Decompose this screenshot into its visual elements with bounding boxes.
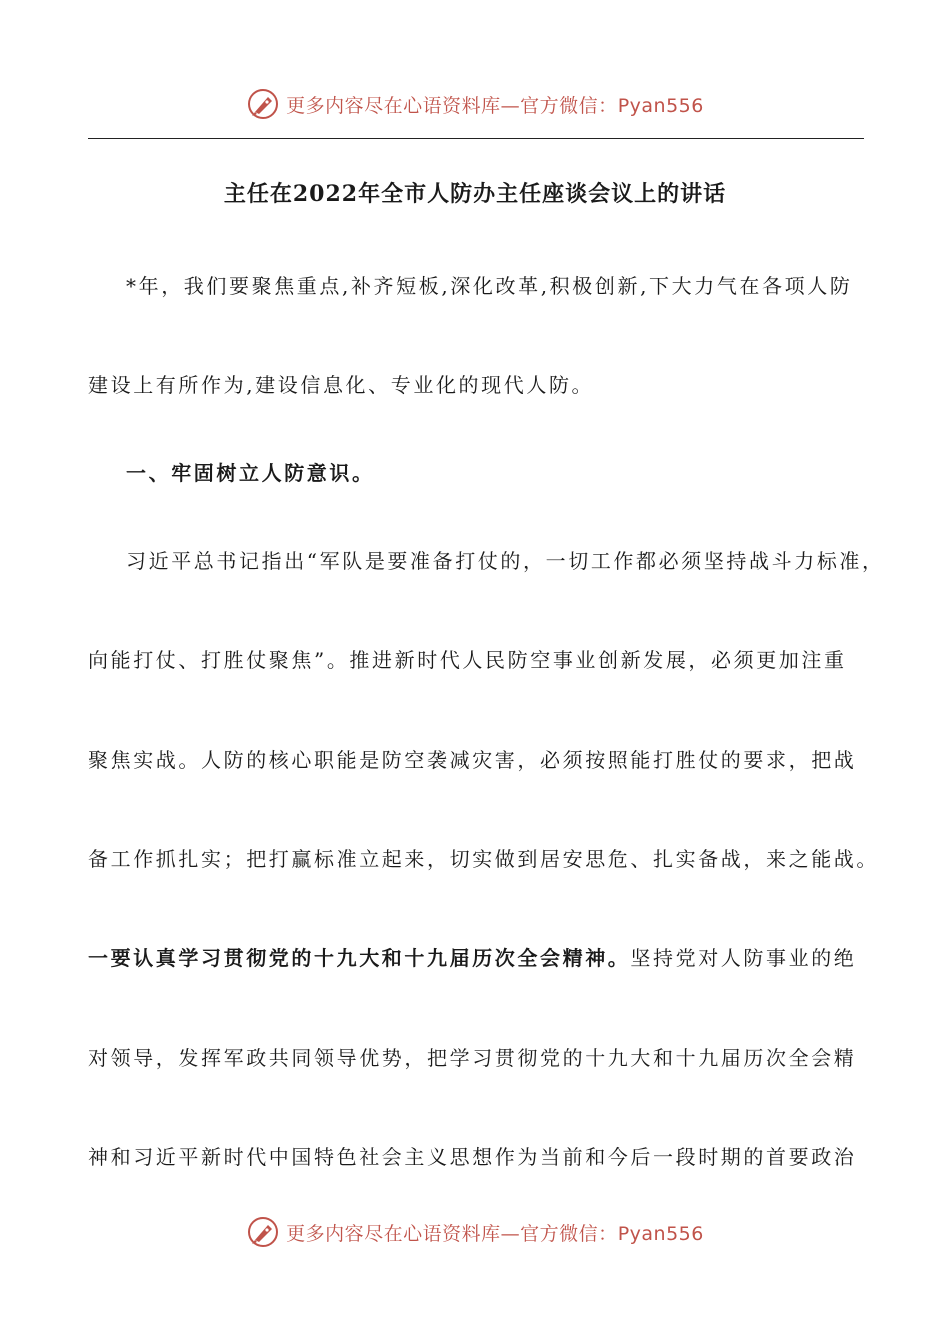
watermark-text: 更多内容尽在心语资料库—官方微信：Pyan556 — [286, 94, 704, 117]
header-divider — [88, 138, 864, 139]
watermark-text: 更多内容尽在心语资料库—官方微信：Pyan556 — [286, 1222, 704, 1245]
paragraph-line-rest: 坚持党对人防事业的绝 — [630, 946, 857, 970]
paragraph-line: 习近平总书记指出“军队是要准备打仗的，一切工作都必须坚持战斗力标准， — [126, 549, 885, 573]
paragraph-line: 对领导，发挥军政共同领导优势，把学习贯彻党的十九大和十九届历次全会精 — [88, 1046, 857, 1070]
paragraph-line: 聚焦实战。人防的核心职能是防空袭减灾害，必须按照能打胜仗的要求，把战 — [88, 748, 857, 772]
paragraph-line: 神和习近平新时代中国特色社会主义思想作为当前和今后一段时期的首要政治 — [88, 1145, 857, 1169]
bold-lead-sentence: 一要认真学习贯彻党的十九大和十九届历次全会精神。 — [88, 946, 631, 970]
paragraph-line: 向能打仗、打胜仗聚焦”。推进新时代人民防空事业创新发展，必须更加注重 — [88, 648, 847, 672]
paragraph-line-with-lead — [88, 943, 866, 973]
document-title: 主任在2022年全市人防办主任座谈会议上的讲话 — [223, 181, 727, 207]
paragraph-line: *年，我们要聚焦重点,补齐短板,深化改革,积极创新,下大力气在各项人防 — [126, 274, 853, 298]
paragraph-line: 备工作抓扎实；把打赢标准立起来，切实做到居安思危、扎实备战，来之能战。 — [88, 847, 879, 871]
section-heading: 一、牢固树立人防意识。 — [126, 461, 375, 485]
pen-nib-logo-icon — [246, 1215, 280, 1249]
pen-nib-logo-icon — [246, 87, 280, 121]
header-watermark — [0, 84, 950, 124]
paragraph-line: 建设上有所作为,建设信息化、专业化的现代人防。 — [88, 373, 595, 397]
footer-watermark — [0, 1212, 950, 1252]
